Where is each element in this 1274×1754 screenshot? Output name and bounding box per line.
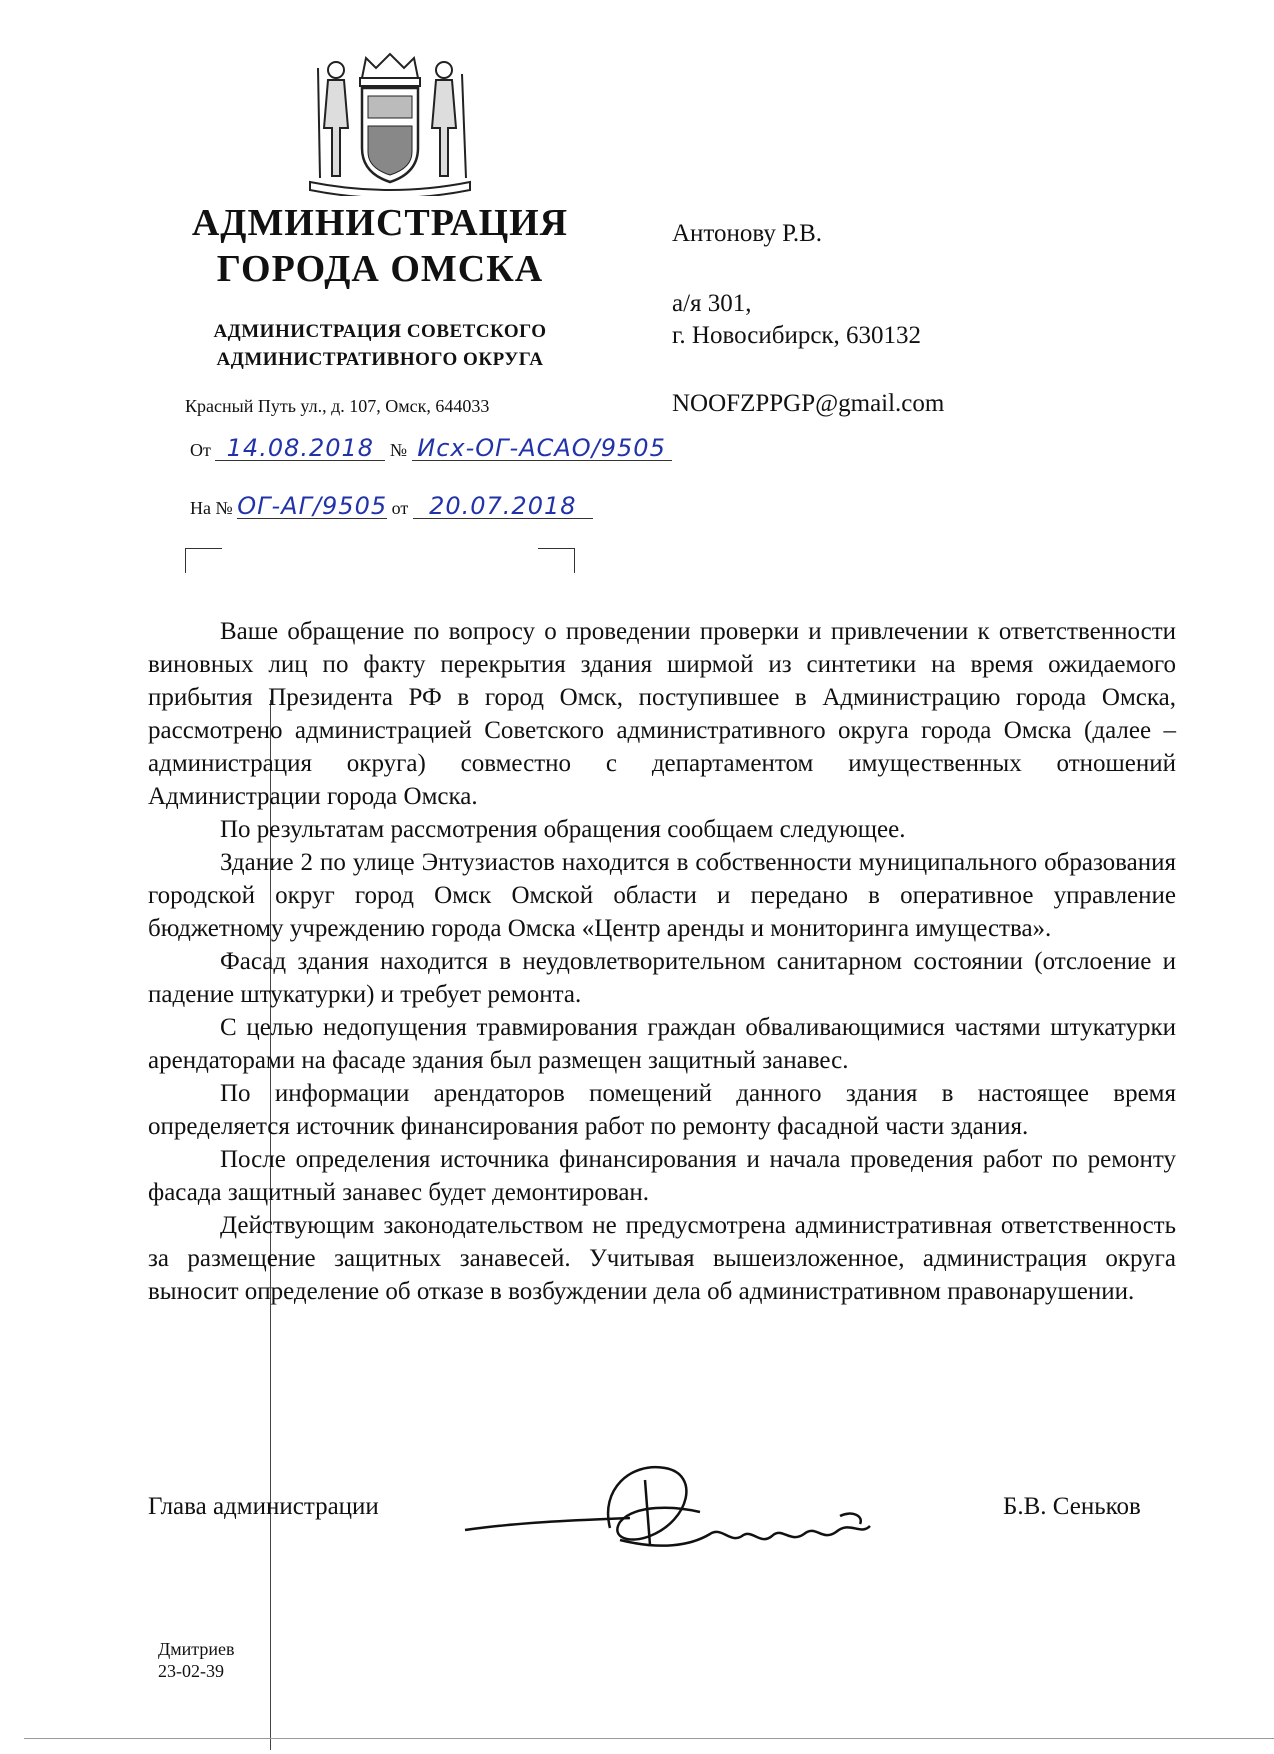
body-paragraph: По результатам рассмотрения обращения сообщаем следующее. bbox=[220, 816, 906, 843]
outgoing-number: Исх-ОГ-АСАО/9505 bbox=[412, 436, 672, 461]
executor-info bbox=[158, 1638, 235, 1682]
number-label: № bbox=[389, 440, 408, 460]
incoming-number: ОГ-АГ/9505 bbox=[237, 492, 388, 520]
department-line2: АДМИНИСТРАТИВНОГО ОКРУГА bbox=[216, 349, 544, 370]
body-paragraph: По информации арендаторов помещений данного здания в настоящее время определяется источник финансирования работ по ремонту фасадной части здания. bbox=[148, 1080, 1176, 1140]
handwritten-signature bbox=[460, 1450, 900, 1570]
recipient-name: Антонову Р.В. bbox=[672, 220, 823, 247]
body-paragraph: С целью недопущения травмирования граждан обваливающимися частями штукатурки арендаторами на фасаде здания был размещен защитный занавес. bbox=[148, 1014, 1176, 1074]
from-label: От bbox=[190, 440, 211, 460]
org-title-line1: АДМИНИСТРАЦИЯ bbox=[191, 202, 569, 244]
address-field-corner-left bbox=[185, 548, 222, 573]
address-field-corner-right bbox=[538, 548, 575, 573]
organization-address: Красный Путь ул., д. 107, Омск, 644033 bbox=[185, 396, 490, 416]
executor-phone: 23-02-39 bbox=[158, 1661, 224, 1681]
incoming-reference-line bbox=[190, 494, 593, 519]
signatory-name: Б.В. Сеньков bbox=[1003, 1493, 1141, 1520]
outgoing-date: 14.08.2018 bbox=[215, 436, 385, 461]
executor-name: Дмитриев bbox=[158, 1639, 235, 1659]
scan-bottom-edge bbox=[24, 1738, 1274, 1739]
signatory-title: Глава администрации bbox=[148, 1493, 379, 1520]
reply-to-label: На № bbox=[190, 498, 233, 518]
body-paragraph: Действующим законодательством не предусмотрена административная ответственность за размещение защитных занавесей. Учитывая вышеизложенное, администрация округа выносит определение об отказе в возбуждении дела об административном правонарушении. bbox=[148, 1212, 1176, 1305]
org-title-line2: ГОРОДА ОМСКА bbox=[216, 248, 544, 290]
recipient-po-box: а/я 301, bbox=[672, 290, 752, 317]
body-paragraph: После определения источника финансирования и начала проведения работ по ремонту фасада защитный занавес будет демонтирован. bbox=[148, 1146, 1176, 1206]
body-paragraph: Ваше обращение по вопросу о проведении проверки и привлечении к ответственности виновных лиц по факту перекрытия здания ширмой из синтетики на время ожидаемого прибытия Президента РФ в город Омск, поступившее в Администрацию города Омска, рассмотрено администрацией Советского административного округа города Омска (далее – администрация округа) совместно с департаментом имущественных отношений Администрации города Омска. bbox=[148, 618, 1176, 810]
department-name bbox=[180, 318, 580, 374]
incoming-date: 20.07.2018 bbox=[413, 494, 593, 519]
body-paragraph: Здание 2 по улице Энтузиастов находится в собственности муниципального образования городской округ город Омск Омской области и передано в оперативное управление бюджетному учреждению города Омска «Центр аренды и мониторинга имущества». bbox=[148, 849, 1176, 942]
reply-from-label: от bbox=[391, 498, 409, 518]
body-paragraph: Фасад здания находится в неудовлетворительном санитарном состоянии (отслоение и падение штукатурки) и требует ремонта. bbox=[148, 948, 1176, 1008]
recipient-email: NOOFZPPGP@gmail.com bbox=[672, 390, 945, 417]
organization-title bbox=[180, 200, 580, 292]
department-line1: АДМИНИСТРАЦИЯ СОВЕТСКОГО bbox=[213, 321, 547, 342]
outgoing-reference-line bbox=[190, 436, 672, 461]
recipient-city: г. Новосибирск, 630132 bbox=[672, 322, 922, 349]
coat-of-arms-emblem bbox=[300, 48, 480, 196]
letter-body bbox=[148, 615, 1176, 1308]
